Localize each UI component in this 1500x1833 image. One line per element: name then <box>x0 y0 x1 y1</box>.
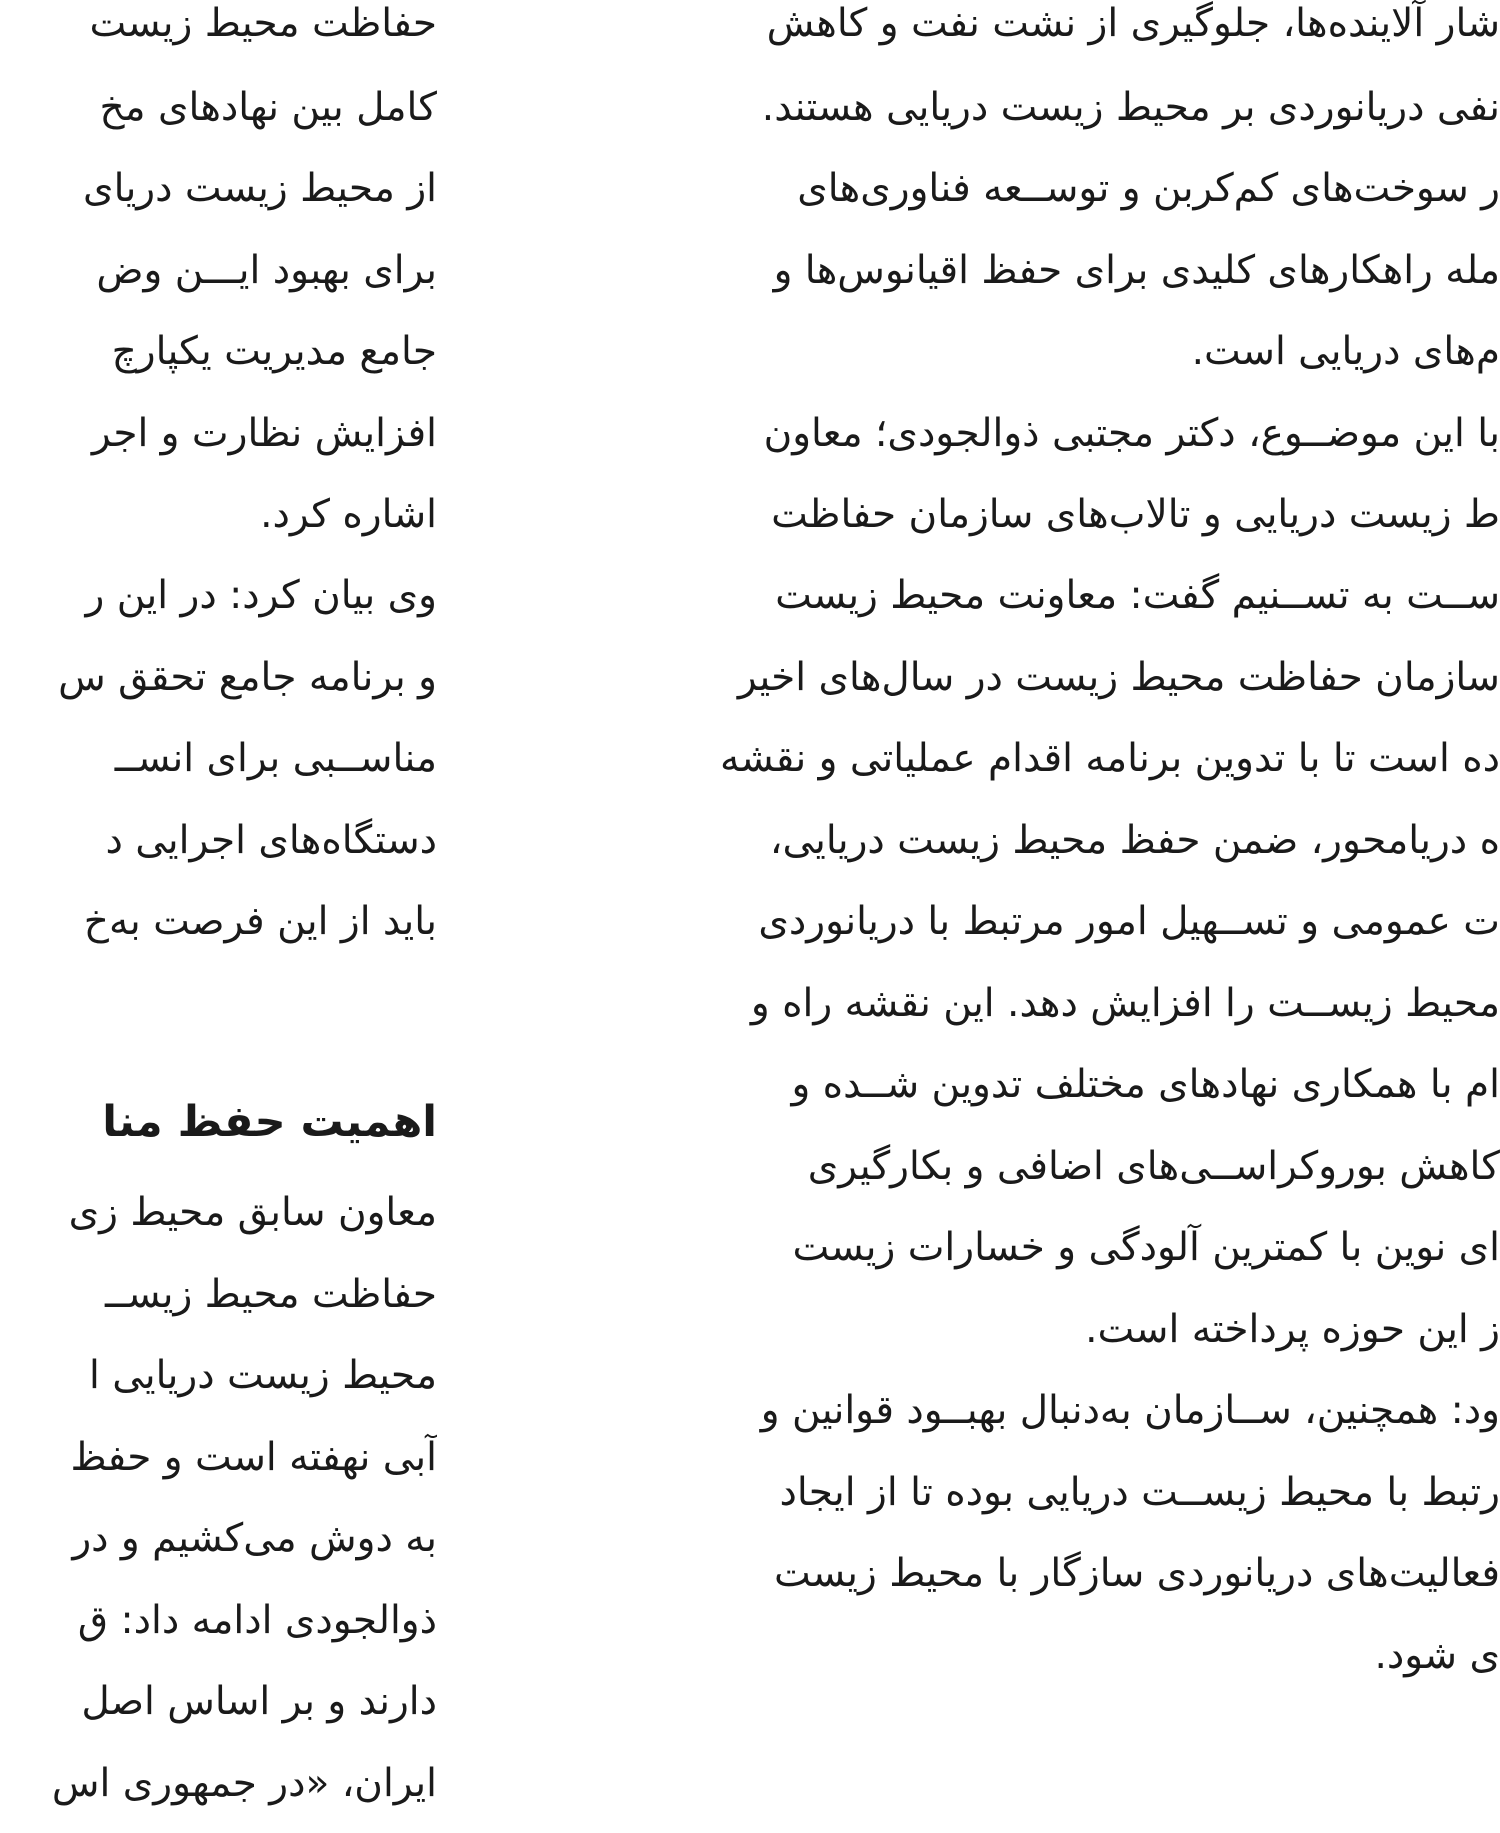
text-line: ر سوخت‌های کم‌کربن و توســعه فناوری‌های <box>797 166 1500 211</box>
text-line: ی شود. <box>1374 1633 1500 1678</box>
text-line: و برنامه جامع تحقق س <box>58 655 437 700</box>
text-line: فعالیت‌های دریانوردی سازگار با محیط زیست <box>774 1551 1500 1596</box>
text-line: کامل بین نهادهای مخ <box>99 85 437 130</box>
text-line: مناســبی برای انســ <box>114 736 437 781</box>
text-line: حفاظت محیط زیســ <box>104 1272 437 1317</box>
text-line: ذوالجودی ادامه داد: ق <box>77 1598 437 1643</box>
text-line: باید از این فرصت به‌خ <box>83 899 437 944</box>
text-line: سازمان حفاظت محیط زیست در سال‌های اخیر <box>737 655 1500 700</box>
text-line: ایران، «در جمهوری اس <box>51 1761 437 1806</box>
text-line: اشاره کرد. <box>260 492 437 537</box>
text-line: وی بیان کرد: در این ر <box>85 573 437 618</box>
text-line: ود: همچنین، ســازمان به‌دنبال بهبــود قوانین و <box>760 1388 1500 1433</box>
text-line: دستگاه‌های اجرایی د <box>105 818 437 863</box>
text-line: دارند و بر اساس اصل <box>81 1679 437 1724</box>
text-line: محیط زیست دریایی ا <box>89 1353 437 1398</box>
text-line: برای بهبود ایـــن وض <box>96 248 437 293</box>
text-line: جامع مدیریت یکپارچ <box>111 329 437 374</box>
text-line: شار آلاینده‌ها، جلوگیری از نشت نفت و کاهش <box>766 1 1500 46</box>
text-line: ام با همکاری نهادهای مختلف تدوین شــده و <box>791 1062 1500 1107</box>
text-line: به دوش می‌کشیم و در <box>72 1516 437 1561</box>
text-line: ت عمومی و تســهیل امور مرتبط با دریانوردی <box>758 899 1500 944</box>
text-line: از محیط زیست دریای <box>83 166 437 211</box>
text-line: معاون سابق محیط زی <box>68 1190 437 1235</box>
text-line: ط زیست دریایی و تالاب‌های سازمان حفاظت <box>771 492 1500 537</box>
text-line: مله راهکارهای کلیدی برای حفظ اقیانوس‌ها و <box>773 248 1500 293</box>
text-line: ای نوین با کمترین آلودگی و خسارات زیست <box>792 1225 1500 1270</box>
right-text-column <box>540 0 1500 1833</box>
text-line: ســت به تســنیم گفت: معاونت محیط زیست <box>775 573 1500 618</box>
text-line: ز این حوزه پرداخته است. <box>1085 1307 1500 1352</box>
text-line: آبی نهفته است و حفظ <box>70 1435 437 1480</box>
text-line: ده است تا با تدوین برنامه اقدام عملیاتی و نقشه <box>719 736 1500 781</box>
text-line: محیط زیســت را افزایش دهد. این نقشه راه و <box>750 981 1500 1026</box>
text-line: حفاظت محیط زیست <box>89 1 437 46</box>
text-line: ه دریامحور، ضمن حفظ محیط زیست دریایی، <box>769 818 1500 863</box>
text-line: افزایش نظارت و اجر <box>91 411 437 456</box>
text-line: نفی دریانوردی بر محیط زیست دریایی هستند. <box>761 85 1500 130</box>
text-line: کاهش بوروکراســی‌های اضافی و بکارگیری <box>807 1144 1500 1189</box>
section-heading: اهمیت حفظ منا <box>102 1097 437 1147</box>
left-text-column <box>0 0 437 1833</box>
text-line: م‌های دریایی است. <box>1191 329 1500 374</box>
text-line: رتبط با محیط زیســت دریایی بوده تا از ایجاد <box>779 1470 1500 1515</box>
text-line: با این موضــوع، دکتر مجتبی ذوالجودی؛ معاون <box>763 411 1500 456</box>
